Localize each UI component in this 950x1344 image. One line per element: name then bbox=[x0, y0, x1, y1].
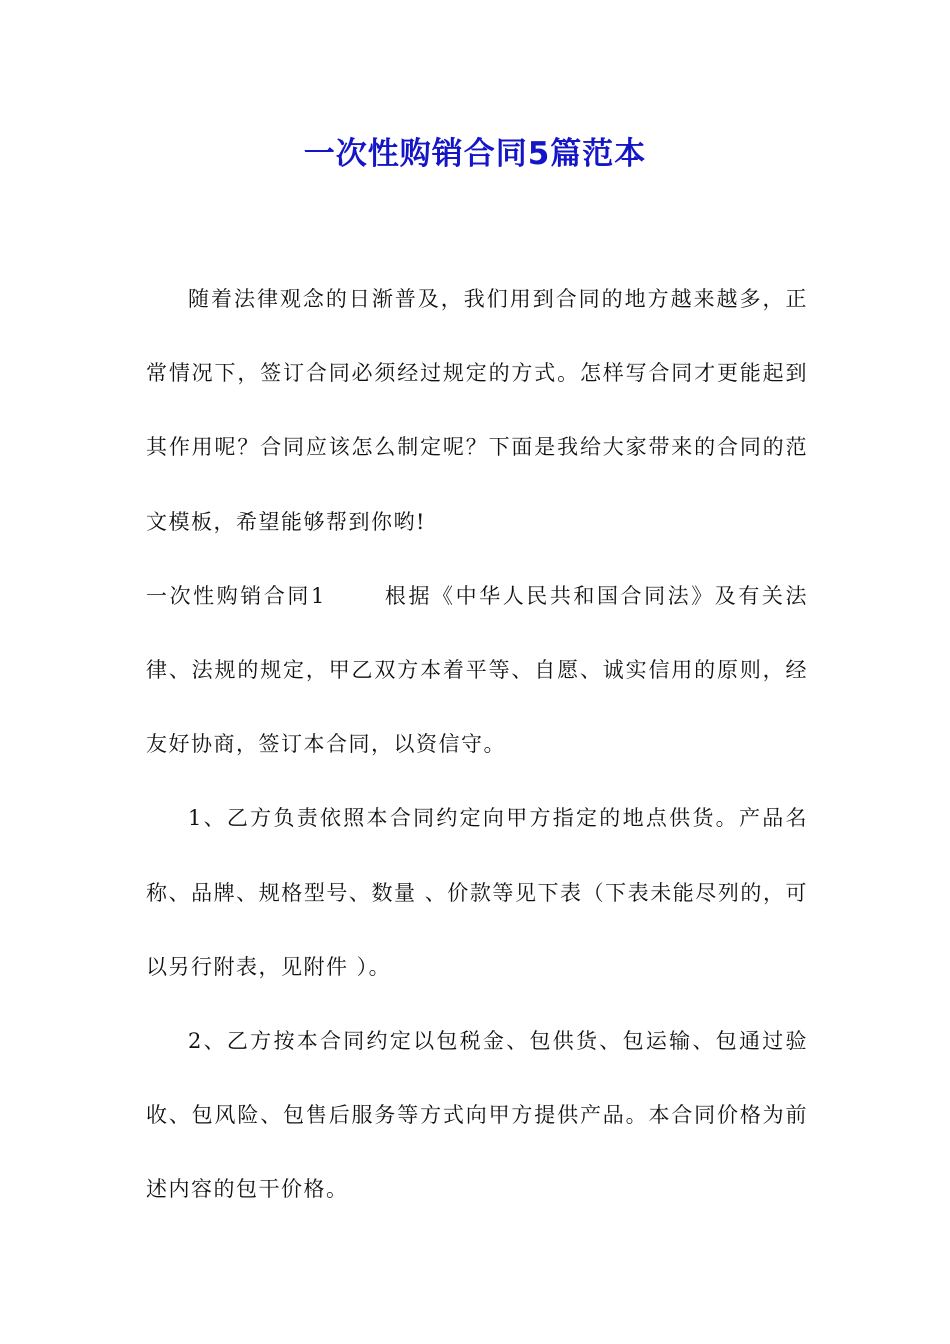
contract-opening-paragraph bbox=[146, 559, 808, 782]
contract-lead-text: 根据《中华人民共和国合同法》及有关法律、法规的规定，甲乙双方本着平等、自愿、诚实信用的原则，经友好协商，签订本合同，以资信守。 bbox=[146, 583, 808, 757]
clause-1-paragraph: 1、乙方负责依照本合同约定向甲方指定的地点供货。产品名称、品牌、规格型号、数量 、价款等见下表（下表未能尽列的，可以另行附表，见附件 ）。 bbox=[146, 806, 808, 979]
contract-heading: 一次性购销合同1 bbox=[146, 583, 326, 608]
document-title: 一次性购销合同5篇范本 bbox=[303, 136, 647, 172]
document-body bbox=[146, 262, 808, 1227]
clause-2-paragraph: 2、乙方按本合同约定以包税金、包供货、包运输、包通过验收、包风险、包售后服务等方式向甲方提供产品。本合同价格为前述内容的包干价格。 bbox=[146, 1029, 808, 1202]
intro-paragraph: 随着法律观念的日渐普及，我们用到合同的地方越来越多，正常情况下，签订合同必须经过规定的方式。怎样写合同才更能起到其作用呢？合同应该怎么制定呢？下面是我给大家带来的合同的范文模板，希望能够帮到你哟! bbox=[146, 287, 808, 534]
